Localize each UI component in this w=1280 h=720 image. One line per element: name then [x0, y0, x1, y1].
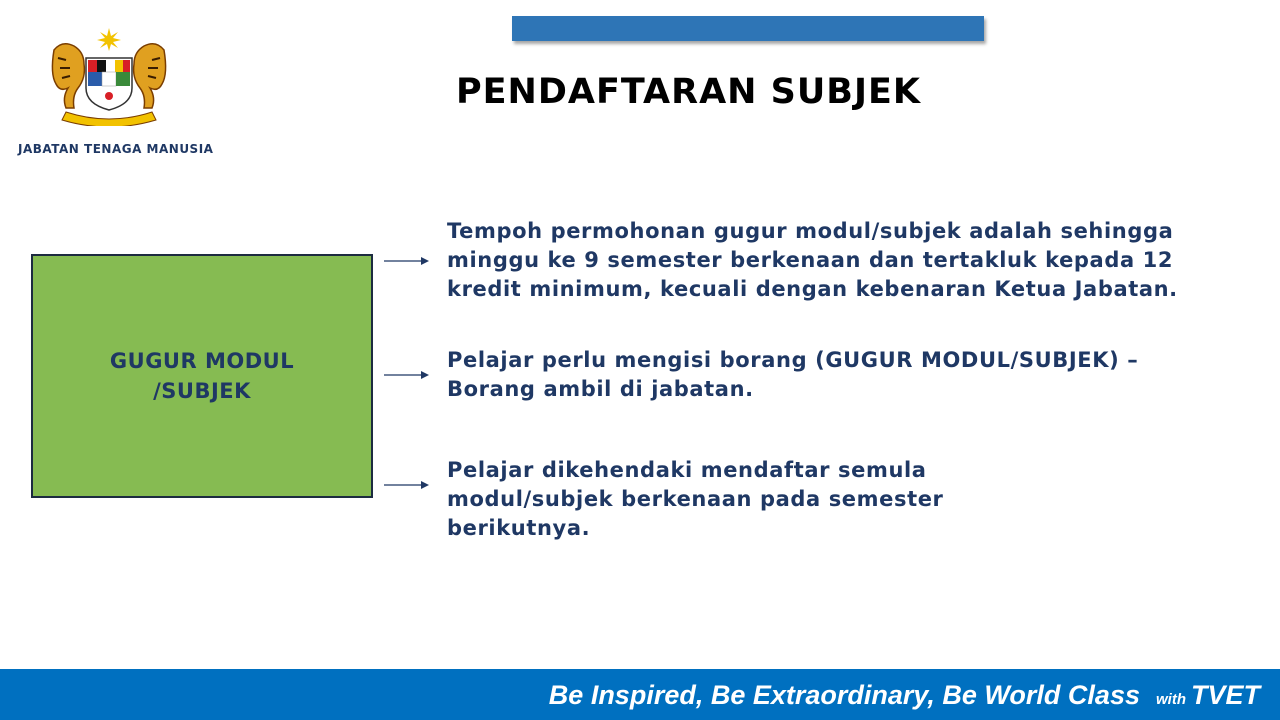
point-3 — [447, 456, 1267, 543]
footer-tagline — [549, 680, 1260, 711]
topic-box-line-2: /SUBJEK — [153, 379, 251, 403]
point-3-line-1: Pelajar dikehendaki mendaftar semula — [447, 458, 927, 482]
point-2-line-1: Pelajar perlu mengisi borang (GUGUR MODUL/SUBJEK) – — [447, 348, 1139, 372]
right-arrow-icon — [383, 479, 431, 491]
tagline-text: Be Inspired, Be Extraordinary, Be World Class — [548, 680, 1140, 710]
topic-box-label — [110, 346, 294, 406]
tagline-tvet: TVET — [1190, 680, 1260, 710]
point-1-line-2: minggu ke 9 semester berkenaan dan tertakluk kepada 12 — [447, 248, 1174, 272]
point-1-line-3: kredit minimum, kecuali dengan kebenaran Ketua Jabatan. — [447, 277, 1178, 301]
right-arrow-icon — [383, 369, 431, 381]
topic-box — [31, 254, 373, 498]
point-2 — [447, 346, 1267, 404]
point-2-line-2: Borang ambil di jabatan. — [447, 377, 754, 401]
point-1-line-1: Tempoh permohonan gugur modul/subjek adalah sehingga — [447, 219, 1174, 243]
organization-name: JABATAN TENAGA MANUSIA — [18, 142, 214, 156]
topic-box-line-1: GUGUR MODUL — [109, 349, 295, 373]
page-title: PENDAFTARAN SUBJEK — [456, 72, 922, 112]
right-arrow-icon — [383, 255, 431, 267]
header-accent-bar — [512, 16, 984, 41]
footer-bar — [0, 669, 1280, 720]
point-3-line-3: berikutnya. — [447, 516, 591, 540]
coat-of-arms-icon — [48, 28, 170, 126]
point-1 — [447, 217, 1267, 304]
tagline-with: with — [1155, 691, 1186, 708]
point-3-line-2: modul/subjek berkenaan pada semester — [447, 487, 944, 511]
